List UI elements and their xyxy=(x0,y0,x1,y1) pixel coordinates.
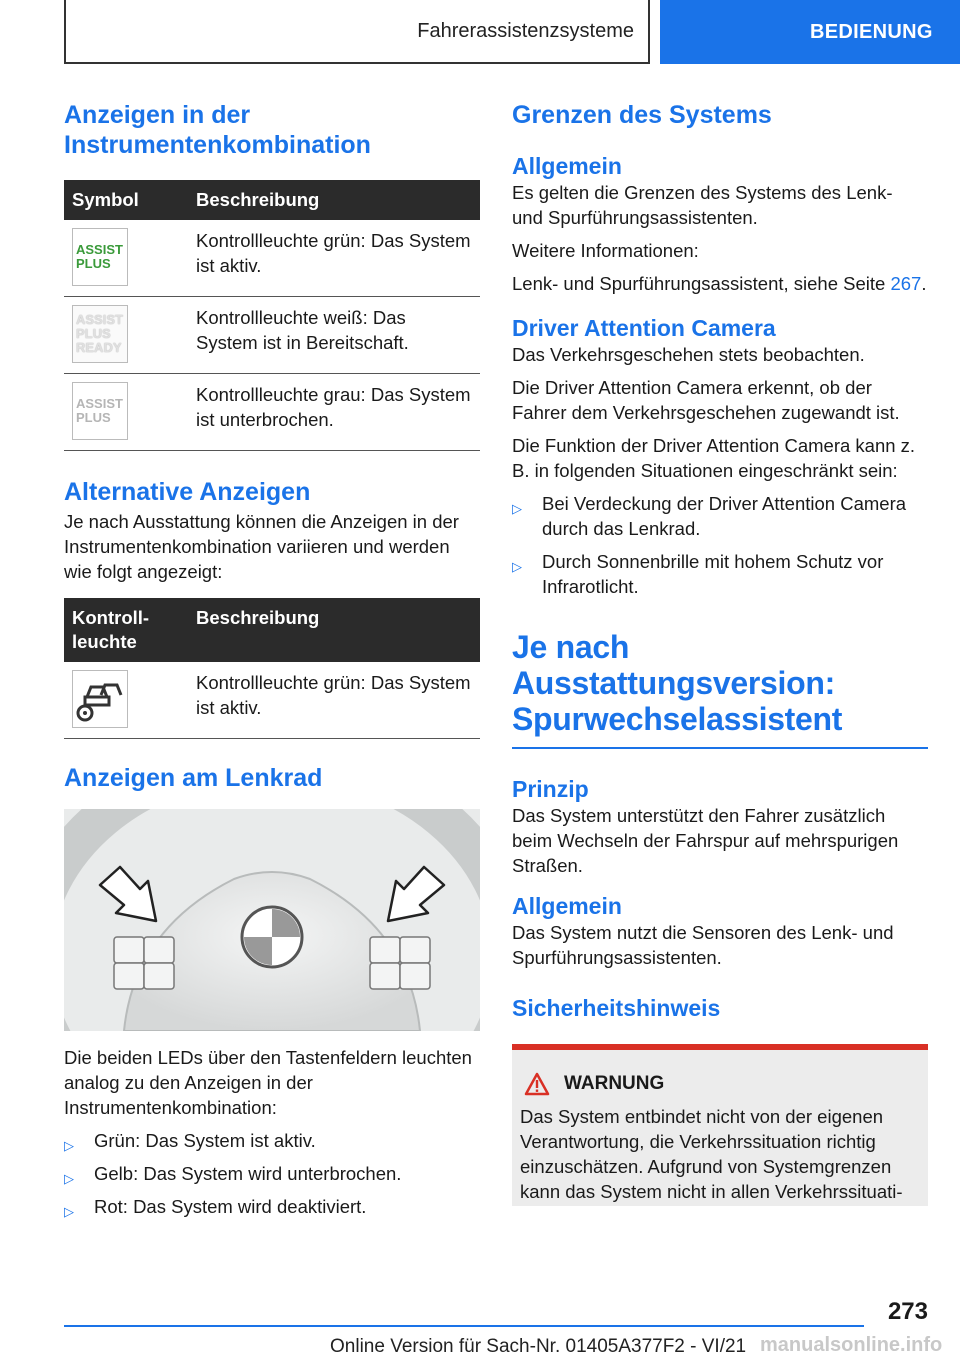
warning-box xyxy=(512,1044,928,1206)
assist-plus-ready-white-icon: ASSIST PLUS READY xyxy=(72,305,128,363)
right-column xyxy=(512,100,928,1206)
footer-divider xyxy=(64,1325,864,1327)
list-item: ▷ Grün: Das System ist aktiv. xyxy=(64,1128,480,1153)
header-section-tab[interactable] xyxy=(660,0,960,64)
row-description: Kontrollleuchte grau: Das System ist unterbrochen. xyxy=(188,374,480,451)
indicator-table xyxy=(64,598,480,739)
general-text-2: Das System nutzt die Sensoren des Lenk- und Spurführungsassistenten. xyxy=(512,922,894,968)
heading-principle: Prinzip xyxy=(512,776,589,802)
col-description: Beschreibung xyxy=(188,180,480,220)
row-description: Kontrollleuchte grün: Das System ist aktiv. xyxy=(188,220,480,297)
reference-text: Lenk- und Spurführungsassistent, siehe Seite 267. xyxy=(512,273,927,294)
assist-plus-grey-icon: ASSIST PLUS xyxy=(72,382,128,440)
heading-instrument-display: Anzeigen in der Instrumentenkombination xyxy=(64,101,371,159)
heading-driver-attention-camera: Driver Attention Camera xyxy=(512,315,776,341)
steering-wheel-image xyxy=(64,809,480,1031)
warning-title: WARNUNG xyxy=(520,1072,920,1096)
heading-lane-change-assistant: Je nach Ausstattungsversion: Spurwechselassistent xyxy=(512,629,843,737)
col-description: Beschreibung xyxy=(188,598,480,662)
row-description: Kontrollleuchte weiß: Das System ist in Bereitschaft. xyxy=(188,297,480,374)
triangle-bullet-icon: ▷ xyxy=(512,559,522,574)
list-item: ▷ Bei Verdeckung der Driver Attention Camera durch das Lenkrad. xyxy=(512,493,907,539)
list-item: ▷ Durch Sonnenbrille mit hohem Schutz vor Infrarotlicht. xyxy=(512,551,884,597)
assist-plus-green-icon: ASSIST PLUS xyxy=(72,228,128,286)
alternative-text: Je nach Ausstattung können die Anzeigen in der Instrumentenkombination variieren und werden wie folgt angezeigt: xyxy=(64,511,459,582)
col-indicator: Kontrollleuchte xyxy=(64,598,188,662)
online-version-text: Online Version für Sach-Nr. 01405A377F2 - VI/21 xyxy=(330,1336,747,1357)
dac-text-3: Die Funktion der Driver Attention Camera kann z. B. in folgenden Situationen eingeschränkt sein: xyxy=(512,435,916,481)
dac-limit-list xyxy=(512,491,928,599)
list-item: ▷ Gelb: Das System wird unterbrochen. xyxy=(64,1161,480,1186)
col-symbol: Symbol xyxy=(64,180,188,220)
warning-text: Das System entbindet nicht von der eigenen Verantwortung, die Verkehrssituation richtig einzuschätzen. Aufgrund von Systemgrenzen kann das System nicht in allen Verkehrssituati- xyxy=(520,1106,903,1202)
page-number: 273 xyxy=(887,1298,928,1325)
triangle-bullet-icon: ▷ xyxy=(512,501,522,516)
principle-text: Das System unterstützt den Fahrer zusätzlich beim Wechseln der Fahrspur auf mehrspurigen Straßen. xyxy=(512,805,899,876)
table-row xyxy=(64,297,480,374)
table-row xyxy=(64,662,480,739)
watermark-logo: manualsonline.info xyxy=(760,1334,943,1356)
list-item: ▷ Rot: Das System wird deaktiviert. xyxy=(64,1194,480,1219)
led-description: Die beiden LEDs über den Tastenfeldern leuchten analog zu den Anzeigen in der Instrumentenkombination: xyxy=(64,1047,472,1118)
led-color-list xyxy=(64,1128,480,1219)
table-row xyxy=(64,220,480,297)
row-description: Kontrollleuchte grün: Das System ist aktiv. xyxy=(188,662,480,739)
heading-general-2: Allgemein xyxy=(512,893,622,919)
section-title: BEDIENUNG xyxy=(810,20,933,43)
heading-safety-note: Sicherheitshinweis xyxy=(512,995,721,1021)
assist-cars-steering-icon xyxy=(72,670,128,728)
heading-system-limits: Grenzen des Systems xyxy=(512,101,772,129)
header-chapter xyxy=(64,0,650,64)
heading-steering-wheel-displays: Anzeigen am Lenkrad xyxy=(64,764,323,792)
heading-general: Allgemein xyxy=(512,153,622,179)
more-info-text: Weitere Informationen: xyxy=(512,240,699,261)
page-link[interactable]: 267 xyxy=(890,273,922,294)
table-row xyxy=(64,374,480,451)
heading-divider xyxy=(512,747,928,749)
triangle-bullet-icon: ▷ xyxy=(64,1204,74,1219)
chapter-title: Fahrerassistenzsysteme xyxy=(417,19,634,42)
dac-text-2: Die Driver Attention Camera erkennt, ob der Fahrer dem Verkehrsgeschehen zugewandt ist. xyxy=(512,377,900,423)
dac-text-1: Das Verkehrsgeschehen stets beobachten. xyxy=(512,344,865,365)
symbol-table xyxy=(64,180,480,451)
warning-triangle-icon xyxy=(524,1072,550,1096)
triangle-bullet-icon: ▷ xyxy=(64,1171,74,1186)
heading-alternative-displays: Alternative Anzeigen xyxy=(64,478,311,506)
left-column xyxy=(64,100,480,1227)
general-text: Es gelten die Grenzen des Systems des Lenk- und Spurführungsassistenten. xyxy=(512,182,893,228)
triangle-bullet-icon: ▷ xyxy=(64,1138,74,1153)
